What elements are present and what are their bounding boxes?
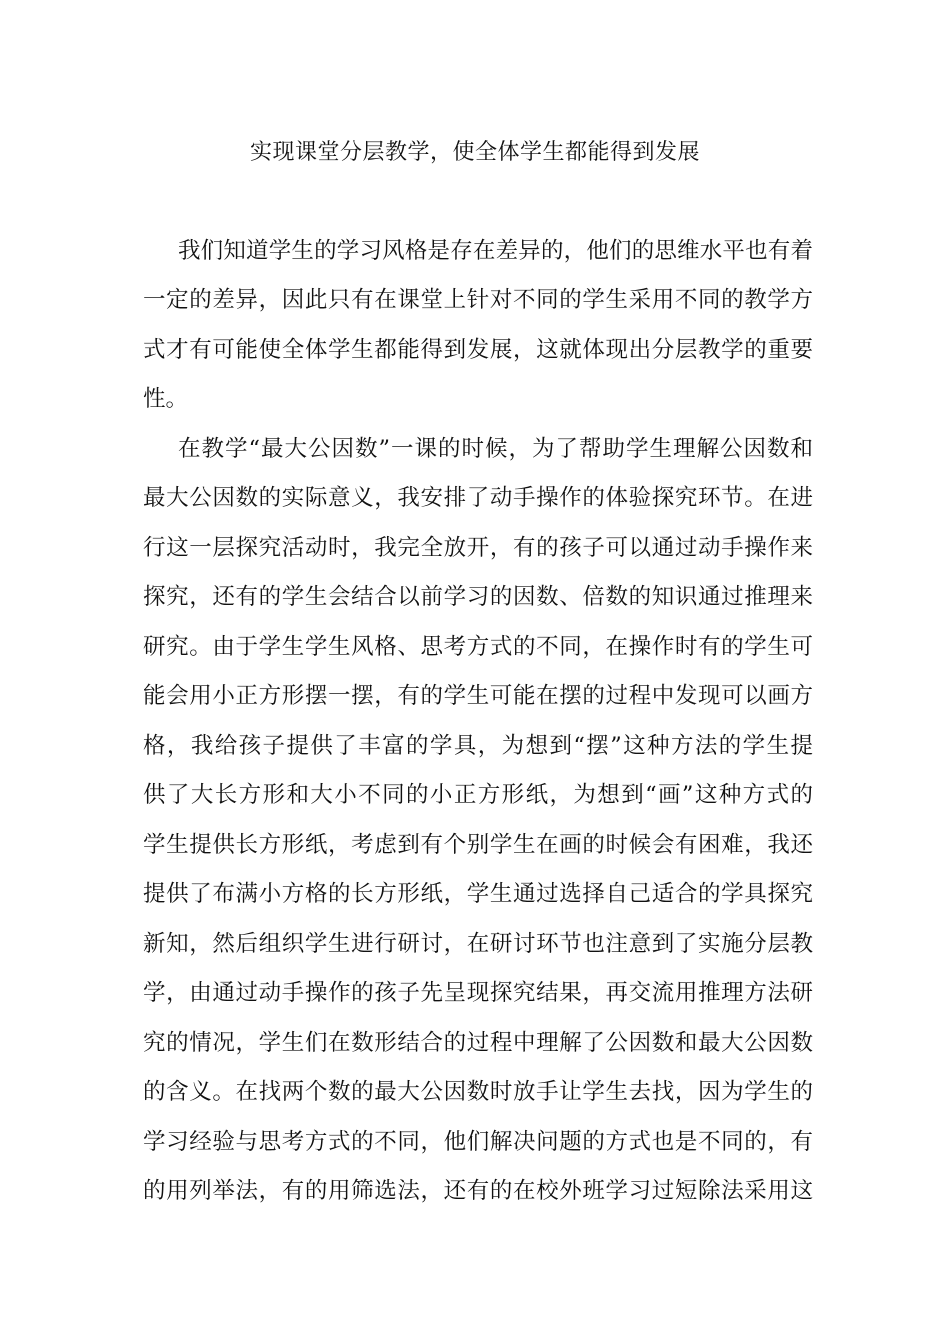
paragraph-1-line-3: 式才有可能使全体学生都能得到发展，这就体现出分层教学的重要 bbox=[143, 337, 813, 363]
paragraph-2-line-4: 探究，还有的学生会结合以前学习的因数、倍数的知识通过推理来 bbox=[143, 584, 813, 610]
document-title: 实现课堂分层教学，使全体学生都能得到发展 bbox=[249, 140, 700, 165]
paragraph-2-line-14: 的含义。在找两个数的最大公因数时放手让学生去找，因为学生的 bbox=[143, 1079, 813, 1105]
paragraph-2-line-16: 的用列举法，有的用筛选法，还有的在校外班学习过短除法采用这 bbox=[143, 1178, 813, 1204]
paragraph-2-line-8: 供了大长方形和大小不同的小正方形纸，为想到“画”这种方式的 bbox=[143, 782, 813, 808]
paragraph-2-line-9: 学生提供长方形纸，考虑到有个别学生在画的时候会有困难，我还 bbox=[143, 832, 813, 858]
paragraph-2-line-2: 最大公因数的实际意义，我安排了动手操作的体验探究环节。在进 bbox=[143, 485, 813, 511]
paragraph-2-line-5: 研究。由于学生学生风格、思考方式的不同，在操作时有的学生可 bbox=[143, 634, 813, 660]
paragraph-2-line-6: 能会用小正方形摆一摆，有的学生可能在摆的过程中发现可以画方 bbox=[143, 683, 813, 709]
paragraph-2-line-10: 提供了布满小方格的长方形纸，学生通过选择自己适合的学具探究 bbox=[143, 881, 813, 907]
paragraph-1-line-1: 我们知道学生的学习风格是存在差异的，他们的思维水平也有着 bbox=[178, 238, 813, 264]
paragraph-1-line-2: 一定的差异，因此只有在课堂上针对不同的学生采用不同的教学方 bbox=[143, 287, 813, 313]
paragraph-2-line-1: 在教学“最大公因数”一课的时候，为了帮助学生理解公因数和 bbox=[178, 436, 813, 462]
paragraph-1-line-4: 性。 bbox=[143, 386, 189, 412]
paragraph-2-line-7: 格，我给孩子提供了丰富的学具，为想到“摆”这种方法的学生提 bbox=[143, 733, 813, 759]
paragraph-2-line-3: 行这一层探究活动时，我完全放开，有的孩子可以通过动手操作来 bbox=[143, 535, 813, 561]
paragraph-2-line-15: 学习经验与思考方式的不同，他们解决问题的方式也是不同的，有 bbox=[143, 1129, 813, 1155]
paragraph-2-line-11: 新知，然后组织学生进行研讨，在研讨环节也注意到了实施分层教 bbox=[143, 931, 813, 957]
paragraph-2-line-12: 学，由通过动手操作的孩子先呈现探究结果，再交流用推理方法研 bbox=[143, 980, 813, 1006]
paragraph-2-line-13: 究的情况，学生们在数形结合的过程中理解了公因数和最大公因数 bbox=[143, 1030, 813, 1056]
